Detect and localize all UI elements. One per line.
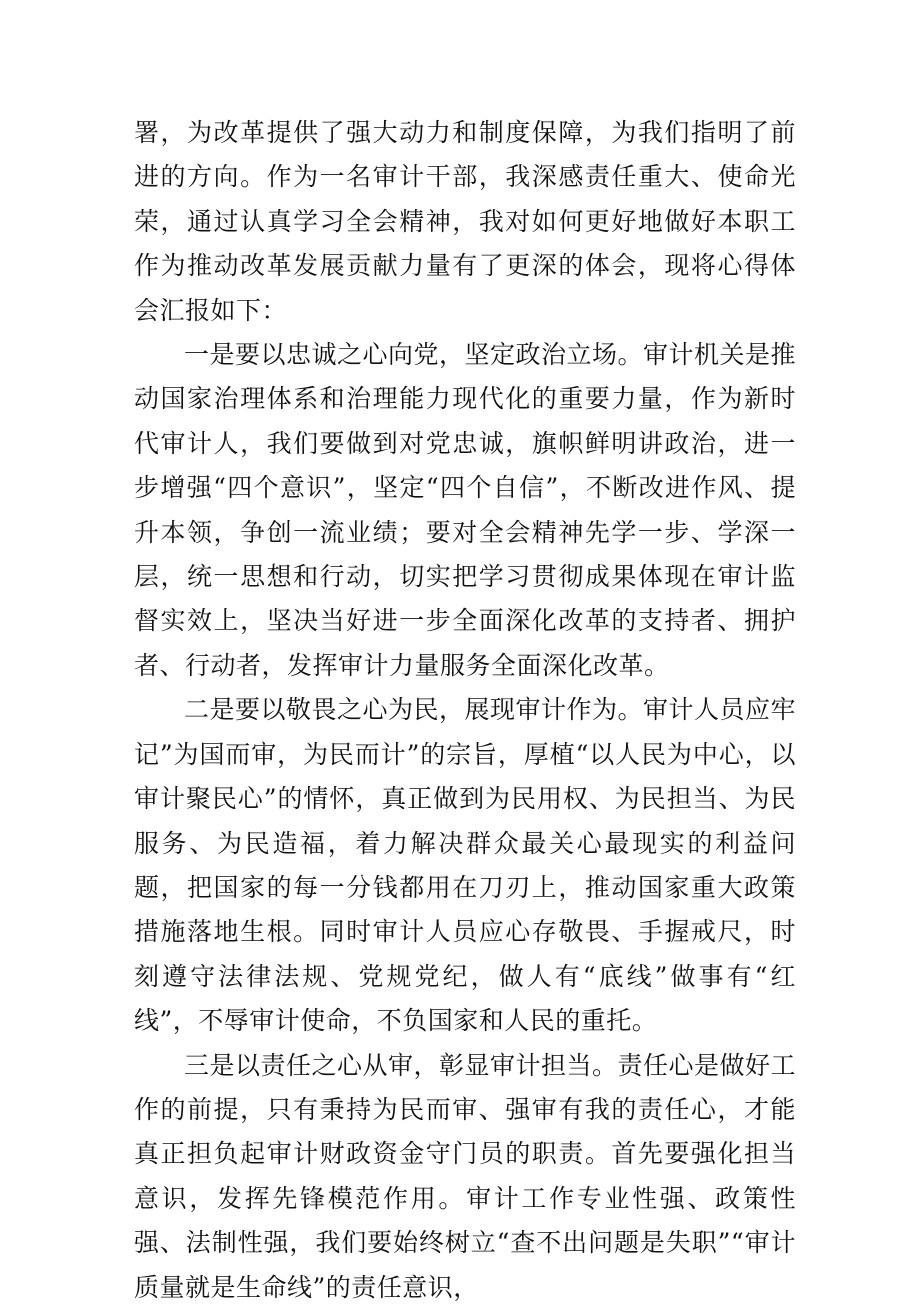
document-body xyxy=(134,111,796,1310)
paragraph-point-two: 二是要以敬畏之心为民，展现审计作为。审计人员应牢记”为国而审，为民而计”的宗旨，厚植“以人民为中心，以审计聚民心”的情怀，真正做到为民用权、为民担当、为民服务、为民造福，着力解决群众最关心最现实的利益问题，把国家的每一分钱都用在刀刃上，推动国家重大政策措施落地生根。同时审计人员应心存敬畏、手握戒尺，时刻遵守法律法规、党规党纪，做人有“底线”做事有“红线”，不辱审计使命，不负国家和人民的重托。 xyxy=(134,695,797,1036)
paragraph-point-one: 一是要以忠诚之心向党，坚定政治立场。审计机关是推动国家治理体系和治理能力现代化的重要力量，作为新时代审计人，我们要做到对党忠诚，旗帜鲜明讲政治，进一步增强“四个意识”，坚定“四个自信”，不断改进作风、提升本领，争创一流业绩；要对全会精神先学一步、学深一层，统一思想和行动，切实把学习贯彻成果体现在审计监督实效上，坚决当好进一步全面深化改革的支持者、拥护者、行动者，发挥审计力量服务全面深化改革。 xyxy=(134,340,797,680)
paragraph-point-three: 三是以责任之心从审，彰显审计担当。责任心是做好工作的前提，只有秉持为民而审、强审有我的责任心，才能真正担负起审计财政资金守门员的职责。首先要强化担当意识，发挥先锋模范作用。审计工作专业性强、政策性强、法制性强，我们要始终树立“查不出问题是失职”“审计质量就是生命线”的责任意识， xyxy=(134,1050,797,1302)
paragraph-continuation: 署，为改革提供了强大动力和制度保障，为我们指明了前进的方向。作为一名审计干部，我深感责任重大、使命光荣，通过认真学习全会精神，我对如何更好地做好本职工作为推动改革发展贡献力量有了更深的体会，现将心得体会汇报如下： xyxy=(134,118,796,325)
